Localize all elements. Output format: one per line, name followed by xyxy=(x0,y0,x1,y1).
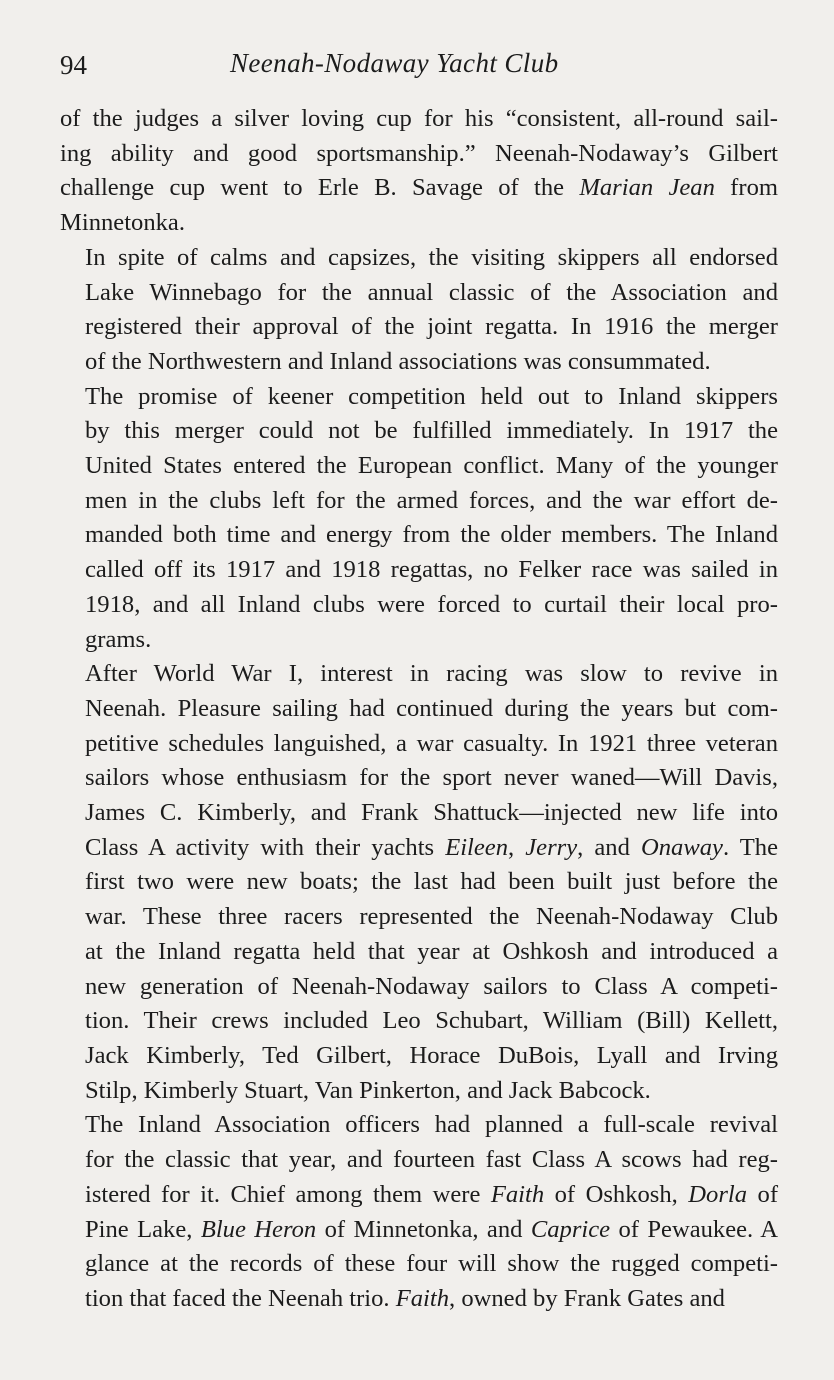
text-line: registered their approval of the joint regatta. In 1916 the merger xyxy=(85,313,778,341)
paragraph xyxy=(60,657,778,1108)
running-title: Neenah-Nodaway Yacht Club xyxy=(230,48,559,78)
text-run: istered for it. Chief among them were xyxy=(85,1180,491,1208)
paragraph xyxy=(60,380,778,658)
vessel-name: Onaway xyxy=(640,833,723,861)
paragraph xyxy=(60,241,778,380)
text-run: of Oshkosh, xyxy=(544,1180,689,1208)
text-run: Pine Lake, xyxy=(85,1215,201,1243)
text-line: Jack Kimberly, Ted Gilbert, Horace DuBois, Lyall and Irving xyxy=(85,1041,778,1069)
vessel-name: Dorla xyxy=(688,1180,748,1208)
body-text xyxy=(60,102,778,1317)
text-line: of the judges a silver loving cup for his “consistent, all-round sail- xyxy=(60,105,778,132)
text-line xyxy=(60,1178,778,1213)
text-run: of Pewaukee. A xyxy=(610,1215,778,1243)
paragraph xyxy=(60,102,778,241)
text-line: called off its 1917 and 1918 regattas, no Felker race was sailed in xyxy=(85,556,778,584)
text-line: at the Inland regatta held that year at Oshkosh and introduced a xyxy=(85,937,778,965)
vessel-name: Faith xyxy=(490,1180,545,1208)
text-line xyxy=(60,171,778,206)
text-line xyxy=(60,1213,778,1248)
text-line: men in the clubs left for the armed forces, and the war effort de- xyxy=(85,486,778,514)
text-line: James C. Kimberly, and Frank Shattuck—injected new life into xyxy=(85,799,778,827)
vessel-name: Marian Jean xyxy=(579,174,715,202)
text-line: manded both time and energy from the older members. The Inland xyxy=(85,521,778,549)
text-line: of the Northwestern and Inland associations was consummated. xyxy=(85,347,711,375)
text-line: grams. xyxy=(85,625,152,653)
text-run: challenge cup went to Erle B. Savage of the xyxy=(60,174,580,202)
text-run: from xyxy=(714,174,778,202)
vessel-name: Eileen xyxy=(445,833,509,861)
text-run: . The xyxy=(722,833,778,861)
text-run: , xyxy=(508,833,526,861)
text-line: for the classic that year, and fourteen fast Class A scows had reg- xyxy=(85,1146,778,1174)
text-line: United States entered the European conflict. Many of the younger xyxy=(85,452,778,480)
page-number: 94 xyxy=(60,50,87,80)
text-run: Class A activity with their yachts xyxy=(85,833,446,861)
text-line: by this merger could not be fulfilled immediately. In 1917 the xyxy=(85,417,778,445)
vessel-name: Blue Heron xyxy=(200,1215,317,1243)
text-line xyxy=(60,831,778,866)
text-line: The Inland Association officers had planned a full-scale revival xyxy=(85,1111,778,1139)
text-line: The promise of keener competition held out to Inland skippers xyxy=(85,382,778,410)
running-head xyxy=(60,42,778,82)
vessel-name: Jerry xyxy=(525,833,578,861)
text-line: In spite of calms and capsizes, the visiting skippers all endorsed xyxy=(85,243,778,271)
text-line: petitive schedules languished, a war casualty. In 1921 three veteran xyxy=(85,729,778,757)
text-line: sailors whose enthusiasm for the sport never waned—Will Davis, xyxy=(85,764,778,792)
text-line: first two were new boats; the last had been built just before the xyxy=(85,868,778,896)
text-run: , owned by Frank Gates and xyxy=(449,1284,725,1312)
vessel-name: Faith xyxy=(395,1284,450,1312)
text-line: new generation of Neenah-Nodaway sailors to Class A competi- xyxy=(85,972,778,1000)
text-line: Neenah. Pleasure sailing had continued during the years but com- xyxy=(85,694,778,722)
text-line: Stilp, Kimberly Stuart, Van Pinkerton, and Jack Babcock. xyxy=(85,1076,651,1104)
text-line: war. These three racers represented the Neenah-Nodaway Club xyxy=(85,903,778,931)
text-line: Lake Winnebago for the annual classic of the Association and xyxy=(85,278,778,306)
paragraph xyxy=(60,1108,778,1316)
text-run: of xyxy=(747,1180,779,1208)
text-line: After World War I, interest in racing was slow to revive in xyxy=(85,660,778,688)
vessel-name: Caprice xyxy=(530,1215,611,1243)
text-line: 1918, and all Inland clubs were forced to curtail their local pro- xyxy=(85,590,778,618)
text-run: , and xyxy=(577,833,641,861)
text-line xyxy=(60,1282,778,1317)
text-line: Minnetonka. xyxy=(60,209,185,237)
text-run: tion that faced the Neenah trio. xyxy=(85,1284,396,1312)
text-run: of Minnetonka, and xyxy=(316,1215,531,1243)
text-line: glance at the records of these four will show the rugged competi- xyxy=(85,1250,778,1278)
text-line: ing ability and good sportsmanship.” Neenah-Nodaway’s Gilbert xyxy=(60,139,778,167)
text-line: tion. Their crews included Leo Schubart, William (Bill) Kellett, xyxy=(85,1007,778,1035)
